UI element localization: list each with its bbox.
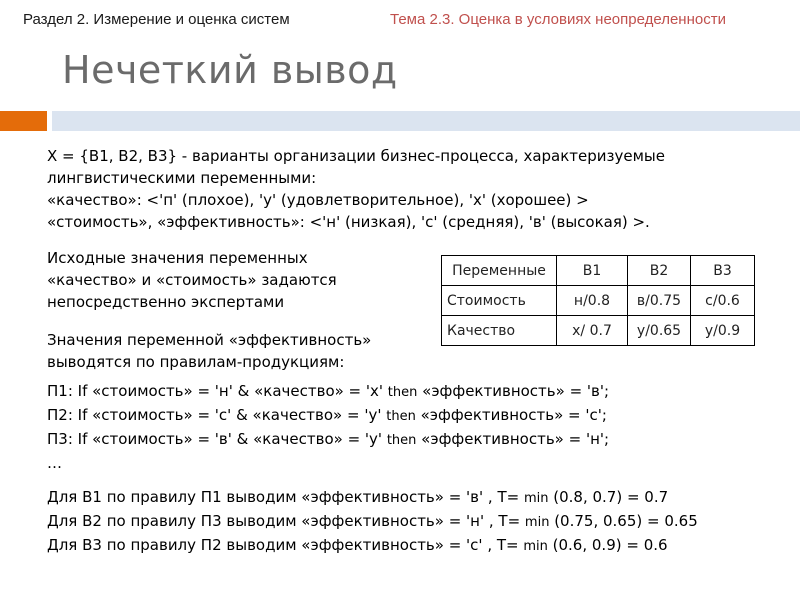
conclusion-b3 <box>47 534 698 558</box>
min-keyword: min <box>523 539 548 554</box>
rule-result: «эффективность» = 'в'; <box>417 382 610 400</box>
table-row <box>442 316 755 346</box>
rule-condition: П3: If «стоимость» = 'в' & «качество» = 'у' <box>47 430 387 448</box>
rule-condition: П1: If «стоимость» = 'н' & «качество» = 'х' <box>47 382 388 400</box>
rule-result: «эффективность» = 'с'; <box>415 406 607 424</box>
conclusions <box>47 486 698 558</box>
divider-light <box>52 111 800 131</box>
table-cell: у/0.65 <box>628 316 691 346</box>
divider-accent <box>0 111 47 131</box>
intro-line: «качество»: <'п' (плохое), 'у' (удовлетворительное), 'х' (хорошее) > <box>47 191 589 209</box>
min-keyword: min <box>524 515 550 530</box>
rule-condition: П2: If «стоимость» = 'с' & «качество» = 'у' <box>47 406 387 424</box>
table-header-cell: B1 <box>557 256 628 286</box>
derive-line: выводятся по правилам-продукциям: <box>47 353 345 371</box>
variables-table <box>441 255 755 346</box>
table-row-label: Стоимость <box>442 286 557 316</box>
sources-text <box>47 247 337 313</box>
table-header-cell: B3 <box>691 256 755 286</box>
table-row-label: Качество <box>442 316 557 346</box>
intro-line: X = {B1, B2, B3} - варианты организации бизнес-процесса, характеризуемые <box>47 147 665 165</box>
conclusion-value: (0.8, 0.7) = 0.7 <box>548 488 669 506</box>
table-header-row <box>442 256 755 286</box>
derive-note <box>47 329 371 373</box>
conclusion-value: (0.6, 0.9) = 0.6 <box>547 536 668 554</box>
rule-p1 <box>47 380 609 404</box>
conclusion-text: Для B2 по правилу П3 выводим «эффективность» = 'н' , T= <box>47 512 525 530</box>
sources-line: непосредственно экспертами <box>47 293 285 311</box>
table-header-cell: B2 <box>628 256 691 286</box>
rule-then-keyword: then <box>386 433 417 448</box>
table-cell: у/0.9 <box>691 316 755 346</box>
title-divider-bar <box>0 111 800 131</box>
conclusion-b1 <box>47 486 698 510</box>
conclusion-text: Для B3 по правилу П2 выводим «эффективность» = 'с' , T= <box>47 536 524 554</box>
section-header: Раздел 2. Измерение и оценка систем <box>23 11 290 28</box>
table-header-cell: Переменные <box>442 256 557 286</box>
topic-header: Тема 2.3. Оценка в условиях неопределенности <box>390 11 726 28</box>
intro-line: «стоимость», «эффективность»: <'н' (низкая), 'с' (средняя), 'в' (высокая) >. <box>47 213 650 231</box>
rule-p2 <box>47 404 609 428</box>
rule-ellipsis: … <box>47 454 62 472</box>
table-row <box>442 286 755 316</box>
rule-then-keyword: then <box>387 385 418 400</box>
rule-p3 <box>47 428 609 452</box>
intro-line: лингвистическими переменными: <box>47 169 317 187</box>
table-cell: н/0.8 <box>557 286 628 316</box>
sources-line: «качество» и «стоимость» задаются <box>47 271 337 289</box>
intro-text <box>47 145 665 233</box>
slide-title: Нечеткий вывод <box>62 48 398 92</box>
rule-then-keyword: then <box>386 409 416 424</box>
production-rules <box>47 380 609 474</box>
sources-line: Исходные значения переменных <box>47 249 308 267</box>
table-cell: в/0.75 <box>628 286 691 316</box>
conclusion-b2 <box>47 510 698 534</box>
table-cell: с/0.6 <box>691 286 755 316</box>
conclusion-value: (0.75, 0.65) = 0.65 <box>549 512 698 530</box>
table-cell: х/ 0.7 <box>557 316 628 346</box>
derive-line: Значения переменной «эффективность» <box>47 331 372 349</box>
min-keyword: min <box>523 491 549 506</box>
rule-result: «эффективность» = 'н'; <box>416 430 610 448</box>
conclusion-text: Для B1 по правилу П1 выводим «эффективность» = 'в' , T= <box>47 488 524 506</box>
